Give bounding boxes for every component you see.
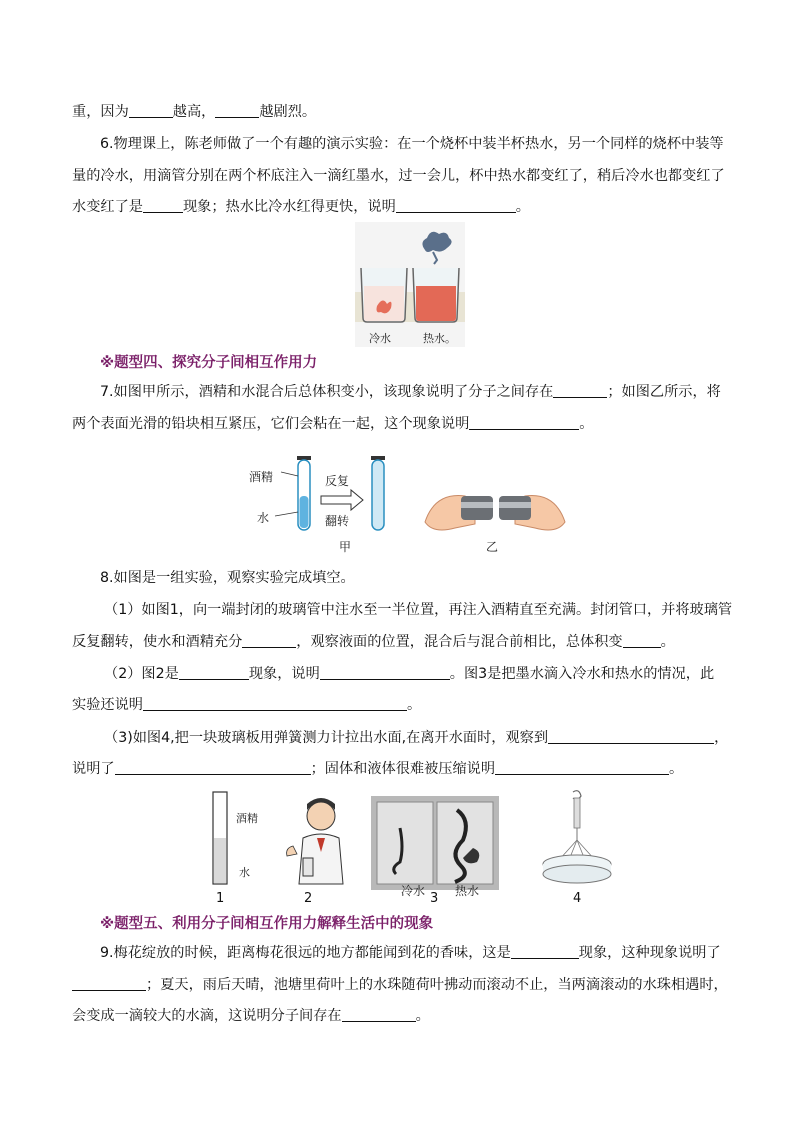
answer-blank[interactable] bbox=[72, 975, 146, 991]
text: 。 bbox=[579, 416, 594, 432]
q9-line-3 bbox=[72, 1006, 430, 1026]
q8-2-line-1 bbox=[104, 664, 714, 684]
text: 。 bbox=[415, 1008, 430, 1024]
cold-water-caption: 冷水 bbox=[369, 332, 391, 345]
text: 水变红了是 bbox=[72, 199, 143, 215]
figure-number-4: 4 bbox=[573, 891, 582, 906]
text: ；固体和液体很难被压缩说明 bbox=[310, 761, 496, 777]
text: （2）图2是 bbox=[104, 666, 179, 682]
figure-jia-label: 甲 bbox=[339, 540, 352, 554]
q7-line-2 bbox=[72, 414, 593, 434]
answer-blank[interactable] bbox=[396, 197, 516, 213]
alcohol-label: 酒精 bbox=[249, 470, 274, 484]
answer-blank[interactable] bbox=[129, 102, 173, 118]
row-water-label: 水 bbox=[239, 866, 250, 879]
row-cold-label: 冷水 bbox=[401, 884, 426, 898]
q8-intro: 8.如图是一组实验，观察实验完成填空。 bbox=[100, 570, 355, 586]
q6-line-1: 6.物理课上，陈老师做了一个有趣的演示实验：在一个烧杯中装半杯热水，另一个同样的烧杯中装等 bbox=[100, 136, 724, 152]
answer-blank[interactable] bbox=[495, 759, 669, 775]
tubes-illustration bbox=[255, 452, 570, 556]
experiments-figure-row bbox=[205, 788, 615, 908]
beakers-figure bbox=[355, 222, 465, 347]
q9-line-1 bbox=[100, 943, 721, 963]
answer-blank[interactable] bbox=[143, 197, 183, 213]
figure-yi-label: 乙 bbox=[486, 540, 499, 554]
answer-blank[interactable] bbox=[242, 632, 296, 648]
figure-number-1: 1 bbox=[216, 891, 225, 906]
answer-blank[interactable] bbox=[469, 414, 579, 430]
answer-blank[interactable] bbox=[179, 664, 249, 680]
text: 重，因为 bbox=[72, 104, 129, 120]
q8-3-line-2 bbox=[72, 759, 683, 779]
text: 9.梅花绽放的时候，距离梅花很远的地方都能闻到花的香味，这是 bbox=[100, 945, 511, 961]
text: 会变成一滴较大的水滴，这说明分子间存在 bbox=[72, 1008, 342, 1024]
text: 。图3是把墨水滴入冷水和热水的情况，此 bbox=[449, 666, 715, 682]
row-alcohol-label: 酒精 bbox=[236, 812, 258, 825]
q7-line-1 bbox=[100, 382, 721, 402]
answer-blank[interactable] bbox=[553, 382, 607, 398]
text: ；如图乙所示，将 bbox=[607, 384, 721, 400]
text: ，观察液面的位置，混合后与混合前相比，总体积变 bbox=[296, 634, 623, 650]
tubes-lead-figure bbox=[249, 452, 570, 556]
text: 7.如图甲所示，酒精和水混合后总体积变小，该现象说明了分子之间存在 bbox=[100, 384, 554, 400]
text: ， bbox=[714, 730, 729, 746]
bottle-icon bbox=[303, 858, 313, 876]
text: 。 bbox=[669, 761, 684, 777]
answer-blank[interactable] bbox=[623, 632, 661, 648]
text: 现象，这种现象说明了 bbox=[578, 945, 721, 961]
text: 说明了 bbox=[72, 761, 115, 777]
text: 两个表面光滑的铅块相互紧压，它们会粘在一起，这个现象说明 bbox=[72, 416, 470, 432]
text: 实验还说明 bbox=[72, 697, 143, 713]
figure-number-2: 2 bbox=[304, 891, 313, 906]
q6-line-3 bbox=[72, 197, 530, 217]
spring-scale-icon bbox=[574, 798, 580, 828]
hot-water-caption: 热水。 bbox=[423, 332, 456, 345]
answer-blank[interactable] bbox=[511, 943, 579, 959]
answer-blank[interactable] bbox=[215, 102, 259, 118]
q9-line-2 bbox=[72, 975, 728, 995]
answer-blank[interactable] bbox=[143, 695, 407, 711]
beakers-illustration bbox=[355, 222, 465, 347]
text: （3)如图4,把一块玻璃板用弹簧测力计拉出水面,在离开水面时，观察到 bbox=[104, 730, 549, 746]
boy-icon bbox=[307, 802, 335, 830]
q6-line-2: 量的冷水，用滴管分别在两个杯底注入一滴红墨水，过一会儿，杯中热水都变红了，稍后冷水也都变红了 bbox=[72, 168, 725, 184]
line-continued-answer bbox=[72, 102, 316, 122]
answer-blank[interactable] bbox=[320, 664, 450, 680]
text: 越高， bbox=[172, 104, 216, 120]
arrow-label-top: 反复 bbox=[325, 474, 350, 488]
q8-1-line-1: （1）如图1，向一端封闭的玻璃管中注水至一半位置，再注入酒精直至充满。封闭管口，并将玻璃管 bbox=[104, 602, 733, 618]
text: 反复翻转，使水和酒精充分 bbox=[72, 634, 243, 650]
text: ；夏天，雨后天晴，池塘里荷叶上的水珠随荷叶拂动而滚动不止，当两滴滚动的水珠相遇时， bbox=[146, 977, 728, 993]
water-label: 水 bbox=[257, 511, 270, 525]
answer-blank[interactable] bbox=[548, 728, 714, 744]
text: 现象；热水比冷水红得更快，说明 bbox=[182, 199, 396, 215]
text: 越剧烈。 bbox=[259, 104, 317, 120]
section-title-5: ※题型五、利用分子间相互作用力解释生活中的现象 bbox=[100, 916, 434, 932]
text: 。 bbox=[515, 199, 530, 215]
arrow-right-icon bbox=[321, 490, 363, 510]
text: 现象，说明 bbox=[248, 666, 320, 682]
text: 。 bbox=[406, 697, 422, 713]
row-hot-label: 热水 bbox=[455, 884, 480, 898]
q8-3-line-1 bbox=[104, 728, 728, 748]
q8-1-line-2 bbox=[72, 632, 675, 652]
section-title-4: ※题型四、探究分子间相互作用力 bbox=[100, 355, 318, 371]
arrow-label-bottom: 翻转 bbox=[325, 514, 350, 528]
q8-2-line-2 bbox=[72, 695, 421, 715]
answer-blank[interactable] bbox=[342, 1006, 416, 1022]
figure-number-3: 3 bbox=[430, 891, 439, 906]
answer-blank[interactable] bbox=[115, 759, 311, 775]
text: 。 bbox=[660, 634, 675, 650]
